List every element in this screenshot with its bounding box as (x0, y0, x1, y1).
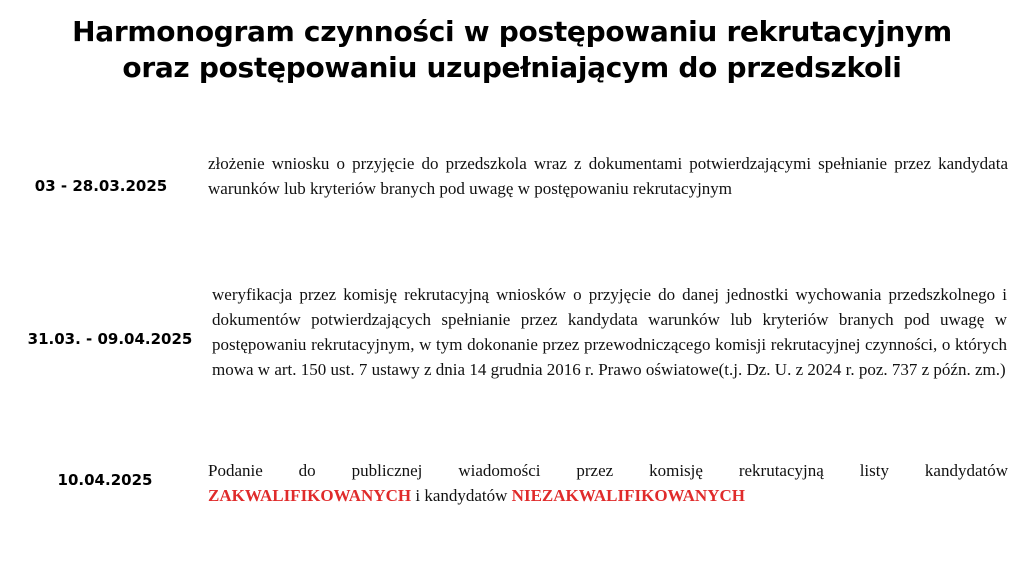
title-line-2: oraz postępowaniu uzupełniającym do przedszkoli (122, 51, 902, 84)
row-2-description: weryfikacja przez komisję rekrutacyjną wniosków o przyjęcie do danej jednostki wychowania przedszkolnego i dokumentów potwierdzających spełnianie przez kandydata warunków lub kryteriów branych pod uwagę w postępowaniu rekrutacyjnym, w tym dokonanie przez przewodniczącego komisji rekrutacyjnej czynności, o których mowa w art. 150 ust. 7 ustawy z dnia 14 grudnia 2016 r. Prawo oświatowe(t.j. Dz. U. z 2024 r. poz. 737 z późn. zm.) (212, 285, 1007, 379)
page-title (0, 14, 1024, 86)
row-1-description: złożenie wniosku o przyjęcie do przedszkola wraz z dokumentami potwierdzającymi spełnianie przez kandydata warunków lub kryteriów branych pod uwagę w postępowaniu rekrutacyjnym (208, 154, 1008, 198)
title-line-1: Harmonogram czynności w postępowaniu rekrutacyjnym (72, 15, 952, 48)
row-3-date: 10.04.2025 (57, 471, 153, 489)
highlight-niezakwalifikowanych: NIEZAKWALIFIKOWANYCH (511, 486, 745, 505)
row-3-line-2 (208, 483, 1008, 508)
row-3-middle-text: i kandydatów (415, 486, 508, 505)
row-3-description (208, 458, 1008, 508)
row-2-date: 31.03. - 09.04.2025 (27, 330, 193, 348)
row-3-line-1: Podanie do publicznej wiadomości przez komisję rekrutacyjną listy kandydatów (208, 461, 1008, 480)
highlight-zakwalifikowanych: ZAKWALIFIKOWANYCH (208, 486, 412, 505)
row-1-date: 03 - 28.03.2025 (34, 177, 168, 195)
